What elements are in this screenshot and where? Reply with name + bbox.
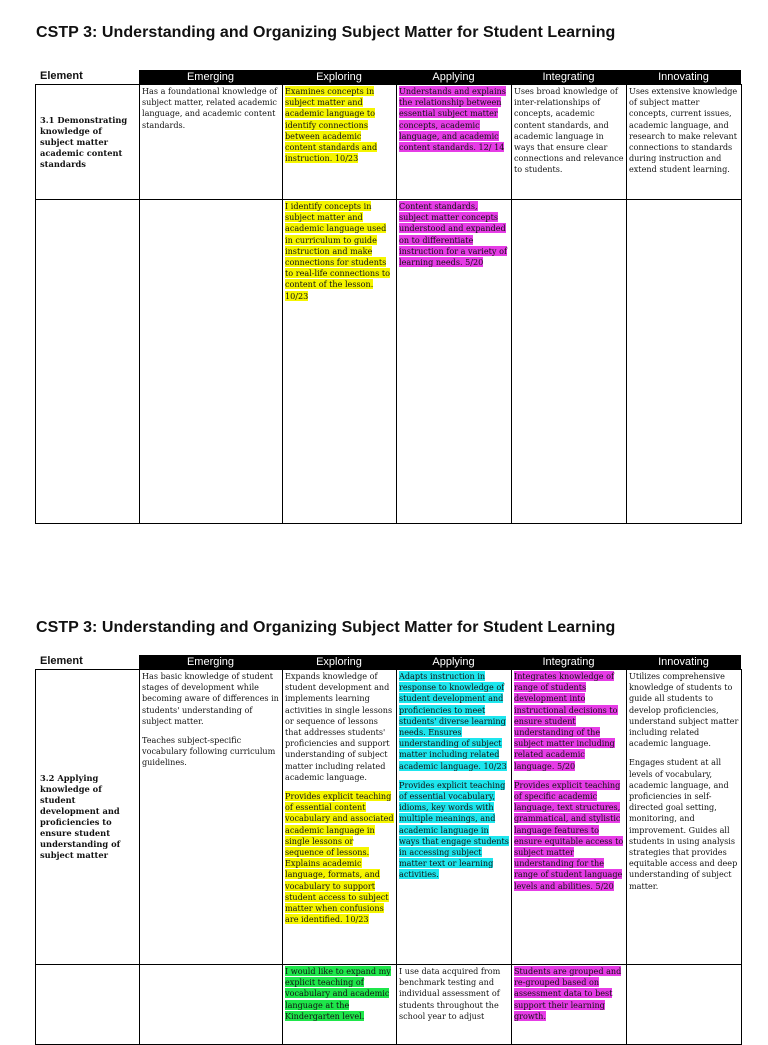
section2-header-applying: Applying: [396, 655, 511, 670]
exploring-3-2-reflection: [283, 965, 397, 1045]
element-3-2-label-text: 3.2 Applying knowledge of student development and proficiencies to ensure student understanding of subject matter: [40, 773, 121, 860]
exploring-3-2-text-2: Provides explicit teaching of essential content vocabulary and associated academic language in single lessons or sequence of lessons. Explains academic language, formats, and vocabulary to support student access to subject matter when confusions are identified. 10/23: [285, 791, 394, 925]
integrating-3-2-text-2: Provides explicit teaching of specific academic language, text structures, grammatical, and stylistic language features to ensure equitable access to subject matter understanding for the range of student language levels and abilities. 5/20: [514, 779, 624, 891]
element-3-1-reflection-label: [36, 200, 140, 524]
emerging-3-2-text-2: Teaches subject-specific vocabulary following curriculum guidelines.: [142, 735, 276, 768]
applying-3-1-reflection-text: Content standards, subject matter concepts understood and expanded on to differentiate instruction for a variety of learning needs. 5/20: [399, 201, 507, 268]
section1-header-exploring: Exploring: [282, 70, 396, 85]
applying-3-2-reflection: [397, 965, 512, 1045]
element-3-2-label: [36, 670, 140, 965]
integrating-3-2: [512, 670, 627, 965]
applying-3-1-text: Understands and explains the relationship between essential subject matter concepts, academic language, and academic content standards. 12/ 14: [399, 86, 506, 153]
section2-title: CSTP 3: Understanding and Organizing Subject Matter for Student Learning: [36, 619, 616, 636]
section2-header-innovating: Innovating: [626, 655, 741, 670]
applying-3-2-text-1: Adapts instruction in response to knowledge of student development and proficiencies to meet students' diverse learning needs. Ensures understanding of subject matter including related academic language. 10/23: [399, 671, 507, 771]
applying-3-1-reflection: [397, 200, 512, 524]
section1-header-emerging: Emerging: [139, 70, 282, 85]
exploring-3-2-reflection-text: I would like to expand my explicit teaching of vocabulary and academic language at the Kindergarten level.: [285, 966, 391, 1021]
section1-header-innovating: Innovating: [626, 70, 741, 85]
section1-table: [35, 84, 742, 524]
innovating-3-1: [627, 85, 742, 200]
integrating-3-2-reflection-text: Students are grouped and re-grouped based on assessment data to best support their learning growth.: [514, 966, 622, 1021]
exploring-3-2: [283, 670, 397, 965]
section1-element-label: Element: [40, 70, 83, 82]
section2-header-emerging: Emerging: [139, 655, 282, 670]
exploring-3-1-text: Examines concepts in subject matter and academic language to identify connections between academic content standards and instruction. 10/23: [285, 86, 378, 164]
applying-3-2: [397, 670, 512, 965]
element-3-1-label: [36, 85, 140, 200]
section2-header-integrating: Integrating: [511, 655, 626, 670]
element-3-1-label-text: 3.1 Demonstrating knowledge of subject matter academic content standards: [40, 114, 128, 169]
innovating-3-1-text: Uses extensive knowledge of subject matter concepts, current issues, academic language, and research to make relevant connections to standards during instruction and extend student learning.: [629, 86, 738, 175]
emerging-3-1-text: Has a foundational knowledge of subject matter, related academic language, and academic content standards.: [142, 86, 278, 130]
innovating-3-2-reflection: [627, 965, 742, 1045]
applying-3-1: [397, 85, 512, 200]
exploring-3-1: [283, 85, 397, 200]
section2-table: [35, 669, 742, 1045]
section1-title: CSTP 3: Understanding and Organizing Subject Matter for Student Learning: [36, 24, 616, 41]
innovating-3-1-reflection: [627, 200, 742, 524]
exploring-3-2-text-1: Expands knowledge of student development and implements learning activities in single lessons or sequence of lessons that addresses students' proficiencies and support understanding of subject matter including related academic language.: [285, 671, 393, 782]
integrating-3-1-text: Uses broad knowledge of inter-relationships of concepts, academic content standards, and academic language in ways that ensure clear connections and relevance to students.: [514, 86, 624, 175]
innovating-3-2-text-1: Utilizes comprehensive knowledge of students to guide all students to develop proficiencies, understand subject matter including related academic language.: [629, 671, 739, 749]
element-3-2-reflection-label: [36, 965, 140, 1045]
exploring-3-1-reflection: [283, 200, 397, 524]
emerging-3-1: [140, 85, 283, 200]
integrating-3-2-reflection: [512, 965, 627, 1045]
section2-header-exploring: Exploring: [282, 655, 396, 670]
exploring-3-1-reflection-text: I identify concepts in subject matter and academic language used in curriculum to guide instruction and make connections for students to real-life connections to content of the lesson. 10/23: [285, 201, 390, 301]
integrating-3-1: [512, 85, 627, 200]
section1-header-applying: Applying: [396, 70, 511, 85]
applying-3-2-text-2: Provides explicit teaching of essential vocabulary, idioms, key words with multiple meanings, and academic language in ways that engage students in accessing subject matter text or learning activities.: [399, 779, 509, 880]
section1-header-integrating: Integrating: [511, 70, 626, 85]
applying-3-2-reflection-text: I use data acquired from benchmark testing and individual assessment of students throughout the school year to adjust: [399, 966, 501, 1021]
integrating-3-1-reflection: [512, 200, 627, 524]
emerging-3-1-reflection: [140, 200, 283, 524]
innovating-3-2-text-2: Engages student at all levels of vocabulary, academic language, and proficiencies in self-directed goal setting, monitoring, and improvement. Guides all students in using analysis strategies that provides equitable access and deep understanding of subject matter.: [629, 757, 738, 891]
emerging-3-2-reflection: [140, 965, 283, 1045]
integrating-3-2-text-1: Integrates knowledge of range of students development into instructional decisions to ensure student understanding of the subject matter including related academic language. 5/20: [514, 671, 618, 771]
emerging-3-2: [140, 670, 283, 965]
section2-element-label: Element: [40, 655, 83, 667]
emerging-3-2-text-1: Has basic knowledge of student stages of development while becoming aware of differences in students' understanding of subject matter.: [142, 671, 279, 726]
innovating-3-2: [627, 670, 742, 965]
